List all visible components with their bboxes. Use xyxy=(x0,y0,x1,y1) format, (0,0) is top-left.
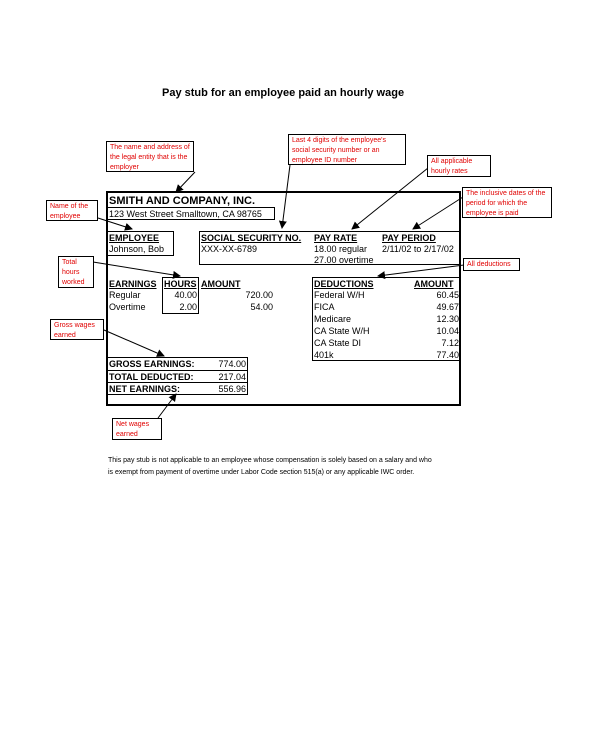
arrow-net xyxy=(158,394,176,418)
callout-pay-period: The inclusive dates of the period for which the employee is paid xyxy=(462,187,552,218)
ssn-label: SOCIAL SECURITY NO. xyxy=(201,233,302,243)
earnings-type: Regular xyxy=(109,290,141,300)
earnings-hours: 40.00 xyxy=(174,290,197,300)
pay-period-value: 2/11/02 to 2/17/02 xyxy=(382,244,454,254)
deduction-name: Medicare xyxy=(314,314,352,324)
arrow-pay-period xyxy=(413,197,463,229)
deduction-amount: 12.30 xyxy=(436,314,459,324)
arrow-hourly-rates xyxy=(352,168,428,229)
net-earnings-label: NET EARNINGS: xyxy=(109,384,181,394)
callout-deductions: All deductions xyxy=(463,258,520,271)
arrow-employer xyxy=(176,172,195,192)
arrow-gross xyxy=(104,330,164,356)
deduction-name: Federal W/H xyxy=(314,290,365,300)
callout-employee-name: Name of the employee xyxy=(46,200,98,221)
pay-period-label: PAY PERIOD xyxy=(382,233,436,243)
deduction-amount: 60.45 xyxy=(436,290,459,300)
total-deducted-value: 217.04 xyxy=(218,372,246,382)
page-title: Pay stub for an employee paid an hourly wage xyxy=(162,87,405,99)
deduction-name: CA State DI xyxy=(314,338,362,348)
earnings-amount-label: AMOUNT xyxy=(201,279,241,289)
deduction-name: 401k xyxy=(314,350,334,360)
deduction-name: CA State W/H xyxy=(314,326,370,336)
deductions-amount-label: AMOUNT xyxy=(414,279,454,289)
pay-rate-regular: 18.00 regular xyxy=(314,244,368,254)
hours-label: HOURS xyxy=(164,279,197,289)
total-deducted-label: TOTAL DEDUCTED: xyxy=(109,372,194,382)
callout-ssn: Last 4 digits of the employee's social security number or an employee ID number xyxy=(288,134,406,165)
arrow-employee-name xyxy=(98,218,132,229)
deductions-label: DEDUCTIONS xyxy=(314,279,374,289)
company-name: SMITH AND COMPANY, INC. xyxy=(109,195,256,207)
employee-name: Johnson, Bob xyxy=(109,244,165,254)
deduction-amount: 7.12 xyxy=(441,338,459,348)
deduction-amount: 10.04 xyxy=(436,326,459,336)
callout-employer: The name and address of the legal entity that is the employer xyxy=(106,141,194,172)
arrow-ssn xyxy=(282,165,290,228)
net-earnings-value: 556.96 xyxy=(218,384,246,394)
earnings-amount: 54.00 xyxy=(250,302,273,312)
arrow-deductions xyxy=(378,265,464,276)
arrow-hours xyxy=(93,262,180,276)
callout-net: Net wages earned xyxy=(112,418,162,440)
footnote-line-2: is exempt from payment of overtime under Labor Code section 515(a) or any applicable IWC order. xyxy=(108,469,415,476)
gross-earnings-value: 774.00 xyxy=(218,359,246,369)
deduction-amount: 49.67 xyxy=(436,302,459,312)
footnote-line-1: This pay stub is not applicable to an employee whose compensation is solely based on a salary and who xyxy=(108,457,432,464)
earnings-type: Overtime xyxy=(109,302,146,312)
callout-gross: Gross wages earned xyxy=(50,319,104,340)
pay-rate-label: PAY RATE xyxy=(314,233,358,243)
deduction-name: FICA xyxy=(314,302,335,312)
earnings-label: EARNINGS xyxy=(109,279,157,289)
gross-earnings-label: GROSS EARNINGS: xyxy=(109,359,195,369)
deduction-amount: 77.40 xyxy=(436,350,459,360)
callout-hours-worked: Total hours worked xyxy=(58,256,94,288)
callout-hourly-rates: All applicable hourly rates xyxy=(427,155,491,177)
ssn-value: XXX-XX-6789 xyxy=(201,244,258,254)
earnings-amount: 720.00 xyxy=(245,290,273,300)
employee-label: EMPLOYEE xyxy=(109,233,160,243)
earnings-hours: 2.00 xyxy=(179,302,197,312)
company-address: 123 West Street Smalltown, CA 98765 xyxy=(109,209,262,219)
pay-rate-overtime: 27.00 overtime xyxy=(314,255,374,265)
